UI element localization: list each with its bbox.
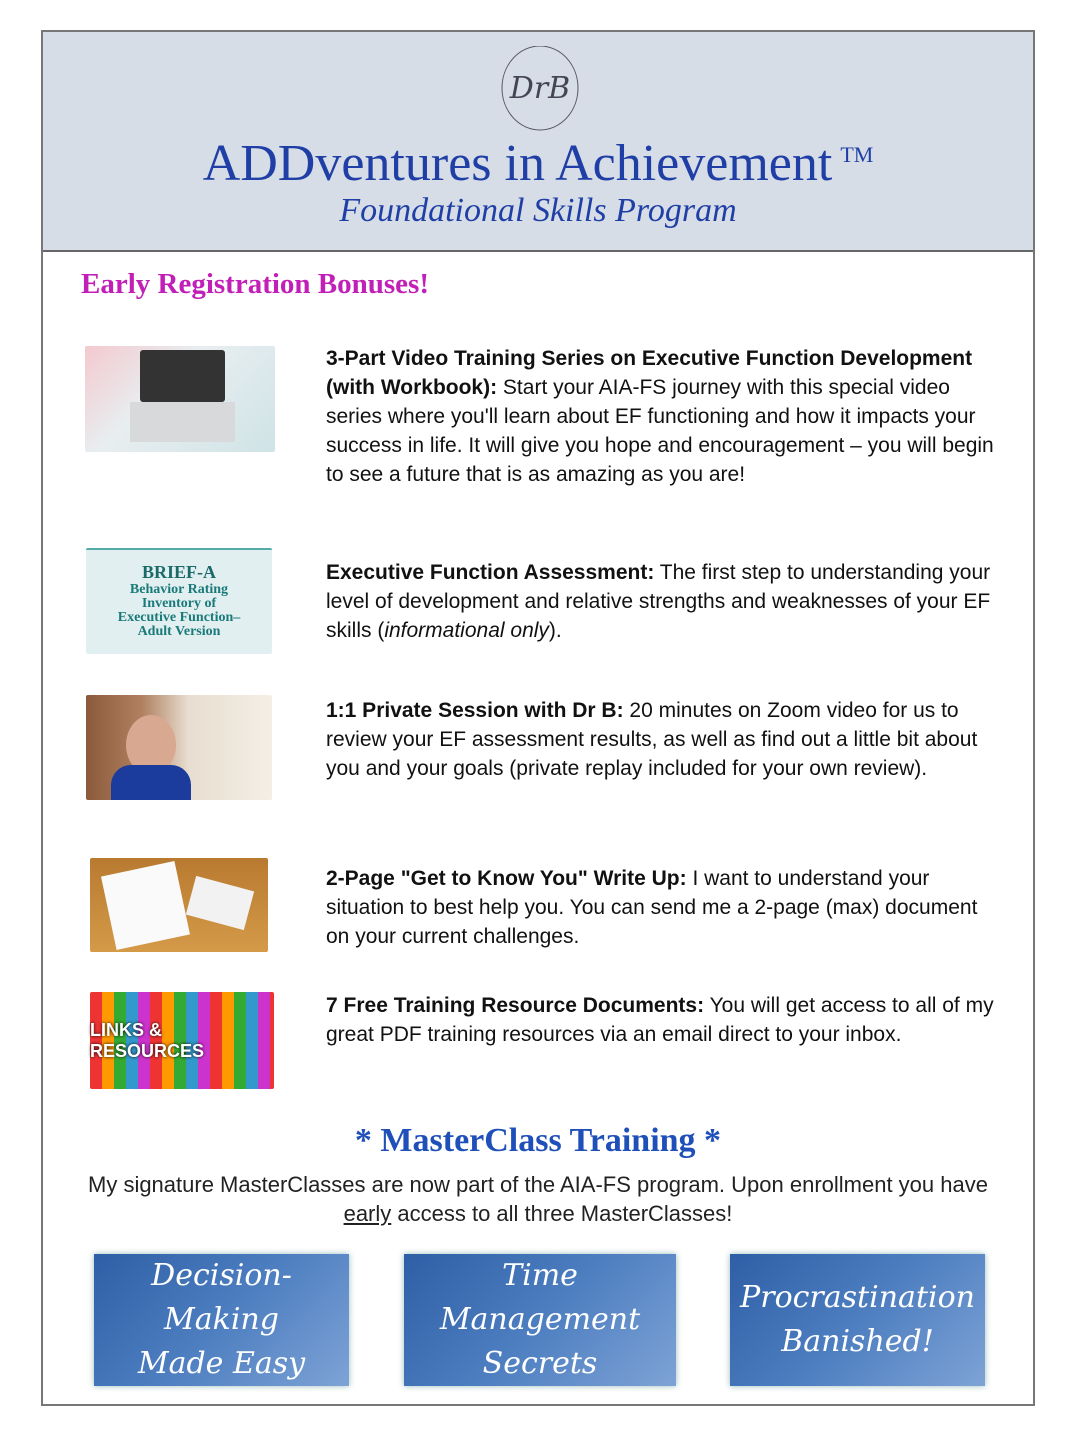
links-resources-image: LINKS & RESOURCES	[90, 992, 274, 1089]
letters-image	[90, 858, 268, 952]
svg-text:DrB: DrB	[509, 71, 571, 106]
laptop-image	[85, 346, 275, 452]
brief-a-image: BRIEF-A Behavior Rating Inventory of Executive Function– Adult Version	[86, 548, 272, 654]
masterclass-card-decision-making[interactable]: Decision-Making Made Easy	[94, 1254, 349, 1386]
masterclass-description: My signature MasterClasses are now part of the AIA-FS program. Upon enrollment you have early access to all three MasterClasses!	[88, 1172, 988, 1226]
bonus-text: 3-Part Video Training Series on Executive Function Development (with Workbook): Start your AIA-FS journey with this special video series where you'll learn about EF functioning and how it impacts your success in life. It will give you hope and encouragement – you will begin to see a future that is as amazing as you are!	[326, 347, 994, 486]
dr-b-photo	[86, 695, 272, 800]
program-title: ADDventures in Achievement ™	[202, 135, 874, 192]
flyer	[41, 30, 1035, 1406]
bonuses-heading: Early Registration Bonuses!	[81, 268, 429, 300]
program-subtitle: Foundational Skills Program	[339, 192, 737, 229]
bonus-text: 7 Free Training Resource Documents: You will get access to all of my great PDF training resources via an email direct to your inbox.	[326, 994, 994, 1046]
header	[43, 32, 1033, 252]
masterclass-heading: * MasterClass Training *	[354, 1122, 722, 1159]
bonus-text: 2-Page "Get to Know You" Write Up: I want to understand your situation to best help you. You can send me a 2-page (max) document on your current challenges.	[326, 867, 978, 948]
bonus-text: Executive Function Assessment: The first step to understanding your level of development and relative strengths and weaknesses of your EF skills (informational only).	[326, 561, 991, 642]
drb-logo	[498, 46, 582, 134]
masterclass-card-time-management[interactable]: Time Management Secrets	[404, 1254, 676, 1386]
bonus-text: 1:1 Private Session with Dr B: 20 minutes on Zoom video for us to review your EF assessment results, as well as find out a little bit about you and your goals (private replay included for your own review).	[326, 699, 978, 780]
masterclass-card-procrastination[interactable]: Procrastination Banished!	[730, 1254, 985, 1386]
